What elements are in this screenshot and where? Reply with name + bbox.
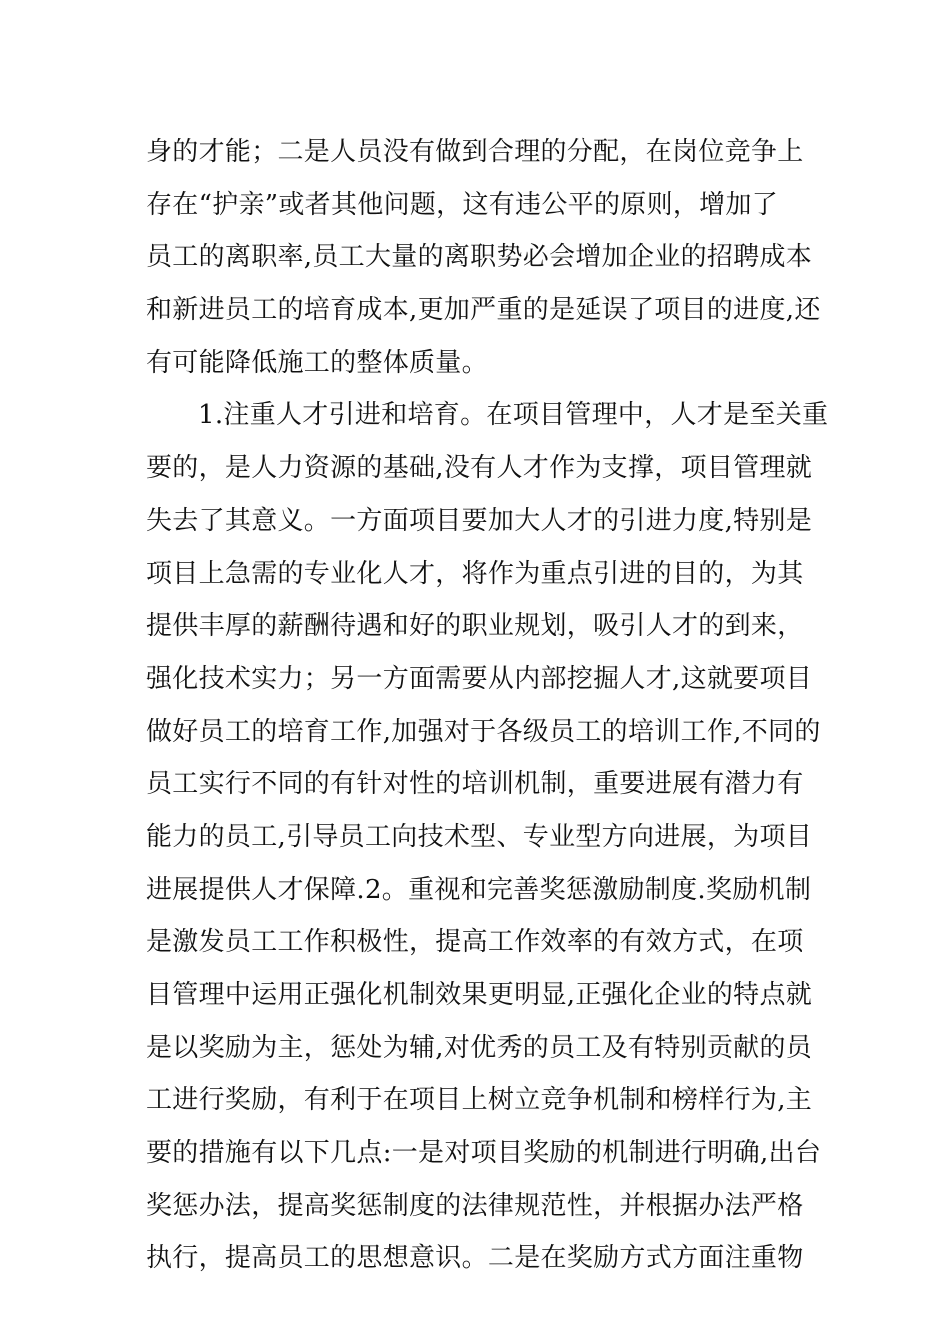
text-line: 奖惩办法，提高奖惩制度的法律规范性，并根据办法严格 — [146, 1190, 804, 1221]
text-line: 进展提供人才保障.2。重视和完善奖惩激励制度.奖励机制 — [146, 874, 812, 905]
text-line: 提供丰厚的薪酬待遇和好的职业规划，吸引人才的到来， — [146, 611, 804, 642]
text-line: 和新进员工的培育成本,更加严重的是延误了项目的进度,还 — [146, 295, 821, 326]
text-line: 是激发员工工作积极性，提高工作效率的有效方式，在项 — [146, 927, 804, 958]
text-line: 失去了其意义。一方面项目要加大人才的引进力度,特别是 — [146, 505, 813, 536]
body-text — [146, 126, 829, 1285]
paragraph-start-line: 1.注重人才引进和培育。在项目管理中，人才是至关重 — [198, 400, 829, 431]
text-line: 执行，提高员工的思想意识。二是在奖励方式方面注重物 — [146, 1243, 804, 1274]
text-line: 要的措施有以下几点:一是对项目奖励的机制进行明确,出台 — [146, 1138, 822, 1169]
text-line: 工进行奖励，有利于在项目上树立竞争机制和榜样行为,主 — [146, 1085, 813, 1116]
text-line: 做好员工的培育工作,加强对于各级员工的培训工作,不同的 — [146, 716, 821, 747]
text-line: 员工的离职率,员工大量的离职势必会增加企业的招聘成本 — [146, 242, 813, 273]
text-line: 项目上急需的专业化人才，将作为重点引进的目的，为其 — [146, 558, 804, 589]
text-line: 是以奖励为主，惩处为辅,对优秀的员工及有特别贡献的员 — [146, 1032, 813, 1063]
text-line: 员工实行不同的有针对性的培训机制，重要进展有潜力有 — [146, 769, 804, 800]
text-line: 强化技术实力；另一方面需要从内部挖掘人才,这就要项目 — [146, 663, 813, 694]
text-line: 存在“护亲”或者其他问题，这有违公平的原则，增加了 — [146, 189, 779, 220]
text-line: 能力的员工,引导员工向技术型、专业型方向进展，为项目 — [146, 821, 813, 852]
text-line: 目管理中运用正强化机制效果更明显,正强化企业的特点就 — [146, 980, 813, 1010]
text-line: 有可能降低施工的整体质量。 — [146, 347, 488, 378]
text-line: 要的，是人力资源的基础,没有人才作为支撑，项目管理就 — [146, 453, 813, 484]
text-line: 身的才能；二是人员没有做到合理的分配，在岗位竞争上 — [146, 137, 804, 167]
